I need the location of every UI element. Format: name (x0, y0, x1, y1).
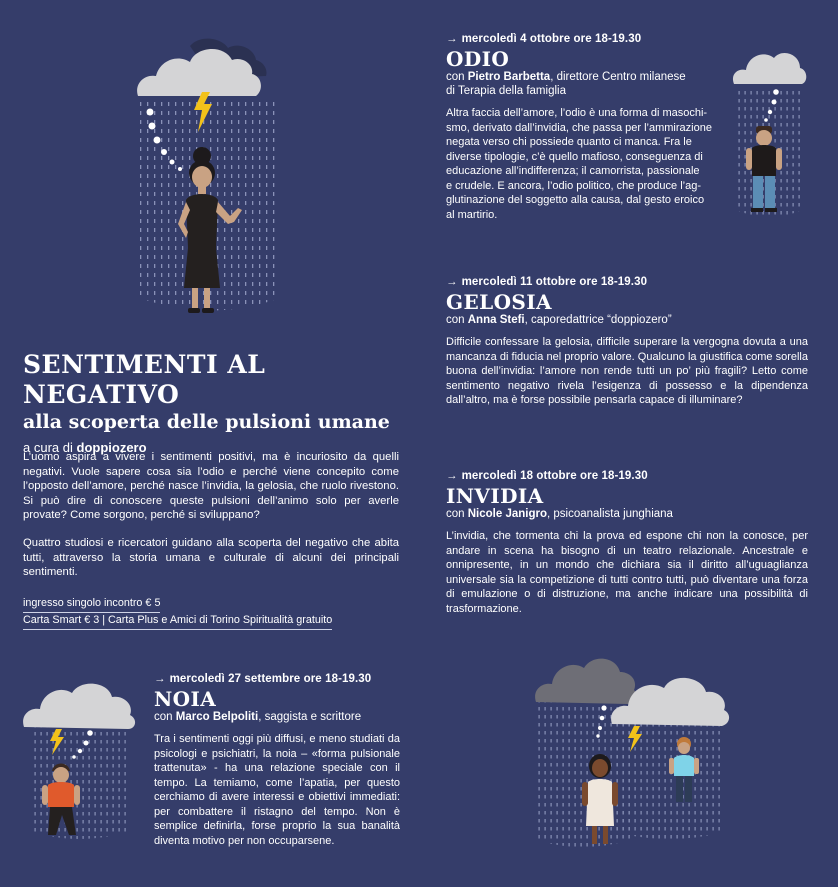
text-line: educazione all’indifferenza; il camorrista, passionale (446, 165, 700, 177)
with-label: con (446, 508, 465, 520)
price-line-2: Carta Smart € 3 | Carta Plus e Amici di Torino Spiritualità gratuito (23, 613, 332, 630)
speaker-role: , direttore Centro milanese (550, 71, 686, 83)
speaker-name: Pietro Barbetta (467, 71, 551, 83)
cloud-icon (535, 659, 637, 704)
intro-paragraph-2: Quattro studiosi e ricercatori guidano alla scoperta del negativo che abita tutti, attraverso la storia umana e culturale di alcuni dei principali sentimenti. (23, 537, 399, 578)
speaker-role: , caporedattrice “doppiozero” (524, 314, 672, 326)
event-title: INVIDIA (446, 484, 544, 508)
with-label: con (446, 314, 465, 326)
event-date (446, 470, 808, 482)
arrow-icon: → (446, 33, 458, 45)
cloud-icon (733, 53, 806, 84)
event-speaker (446, 70, 726, 98)
arrow-icon: → (446, 470, 458, 482)
arrow-icon: → (446, 276, 458, 288)
price-info (23, 596, 332, 630)
speaker-name: Marco Belpoliti (175, 711, 259, 723)
event-description: L’invidia, che tormenta chi la prova ed espone chi non la conosce, per andare in scena ha bisogno di un teatro relazionale. Ancestrale e onnipresente, in un mondo che dichiara sia il diritto all’uguaglianza universale sia la competizione di tutti contro tutti, può diventare una forza di emulazione o di distruzione, ma anche indicare una possibilità di trasformazione. (446, 530, 808, 615)
text-line: Altra faccia dell’amore, l’odio è una forma di masochi- (446, 107, 708, 119)
text-line: smo, derivato dall’invidia, che passa per l’ammirazione (446, 121, 712, 134)
with-label: con (154, 711, 173, 723)
event-date (154, 673, 400, 685)
event-date (446, 33, 726, 45)
event-noia (154, 673, 400, 848)
event-description: Difficile confessare la gelosia, difficile superare la vergogna dovuta a una mancanza di fiducia nel proprio valore. Qualcuno la giustifica come sorella buona dell’invidia: l’amore non rende tutti un po’ più fragili? Letto come sentimento negativo rivela l’esigenza di possesso e la dipendenza dall’altro, ma è forse possibile pensarla capace di illuminare? (446, 336, 808, 406)
page-subtitle: alla scoperta delle pulsioni umane (23, 411, 390, 433)
event-invidia (446, 470, 808, 616)
event-description (446, 106, 726, 222)
text-line: e crudele. E ancora, l’odio politico, che produce l’ag- (446, 179, 701, 192)
event-gelosia (446, 276, 808, 408)
text-line: diverse tipologie, c’è quello mafioso, conseguenza di (446, 150, 703, 163)
woman-under-cloud-illustration (130, 38, 290, 328)
arrow-icon: → (154, 673, 166, 685)
event-speaker (446, 507, 808, 521)
speaker-role: , saggista e scrittore (258, 711, 362, 723)
text-line: glutinazione del soggetto alla causa, dal gesto eroico (446, 194, 705, 206)
event-title: ODIO (446, 47, 510, 71)
boy-under-cloud-illustration (20, 675, 140, 845)
event-date-text: mercoledì 4 ottobre ore 18-19.30 (461, 33, 642, 45)
speaker-role-cont: di Terapia della famiglia (446, 85, 566, 97)
man-under-cloud-illustration (730, 42, 810, 222)
event-date (446, 276, 808, 288)
event-date-text: mercoledì 27 settembre ore 18-19.30 (169, 673, 372, 685)
speaker-role: , psicoanalista junghiana (547, 508, 673, 520)
text-line: negata verso chi possiede quanto ci manca. Fra le (446, 136, 692, 148)
event-description: Tra i sentimenti oggi più diffusi, e meno studiati da psicologi e psichiatri, la noia – «forma pulsionale trattenuta» - ha una relazione speciale con il tempo. La temiamo, come l’apatia, per questo cerchiamo di avere interessi e obiettivi immediati: per combattere il ristagno del tempo. Non è semplice definirla, forse proprio la sua banalità diventa motivo per non occuparsene. (154, 733, 400, 847)
event-date-text: mercoledì 18 ottobre ore 18-19.30 (461, 470, 648, 482)
two-people-under-clouds-illustration (530, 650, 730, 850)
rain-icon (30, 725, 130, 839)
event-speaker (154, 710, 400, 724)
curator-name: doppiozero (76, 440, 147, 455)
event-speaker (446, 313, 808, 327)
curator-prefix: a cura di (23, 440, 73, 455)
text-line: al martirio. (446, 208, 498, 221)
event-title: GELOSIA (446, 290, 552, 314)
page-title: SENTIMENTI AL NEGATIVO (23, 350, 266, 409)
header-block (23, 350, 423, 455)
speaker-name: Anna Stefi (467, 314, 525, 326)
event-odio (446, 33, 726, 222)
event-title: NOIA (154, 687, 217, 711)
price-line-1: ingresso singolo incontro € 5 (23, 596, 160, 613)
intro-paragraph-1: L’uomo aspira a vivere i sentimenti positivi, ma è incuriosito da quelli negativi. Vuole sapere cosa sia l’odio e perché viene concepito come l’opposto dell’amore, perché nasce l’invidia, la gelosia, che ruolo rivestono. Si può dire di conoscere queste pulsioni dell’animo solo per averle provate? Come sorgono, perché si sviluppano? (23, 451, 399, 521)
cloud-icon (23, 684, 135, 729)
speaker-name: Nicole Janigro (467, 508, 547, 520)
event-date-text: mercoledì 11 ottobre ore 18-19.30 (461, 276, 648, 288)
with-label: con (446, 71, 465, 83)
